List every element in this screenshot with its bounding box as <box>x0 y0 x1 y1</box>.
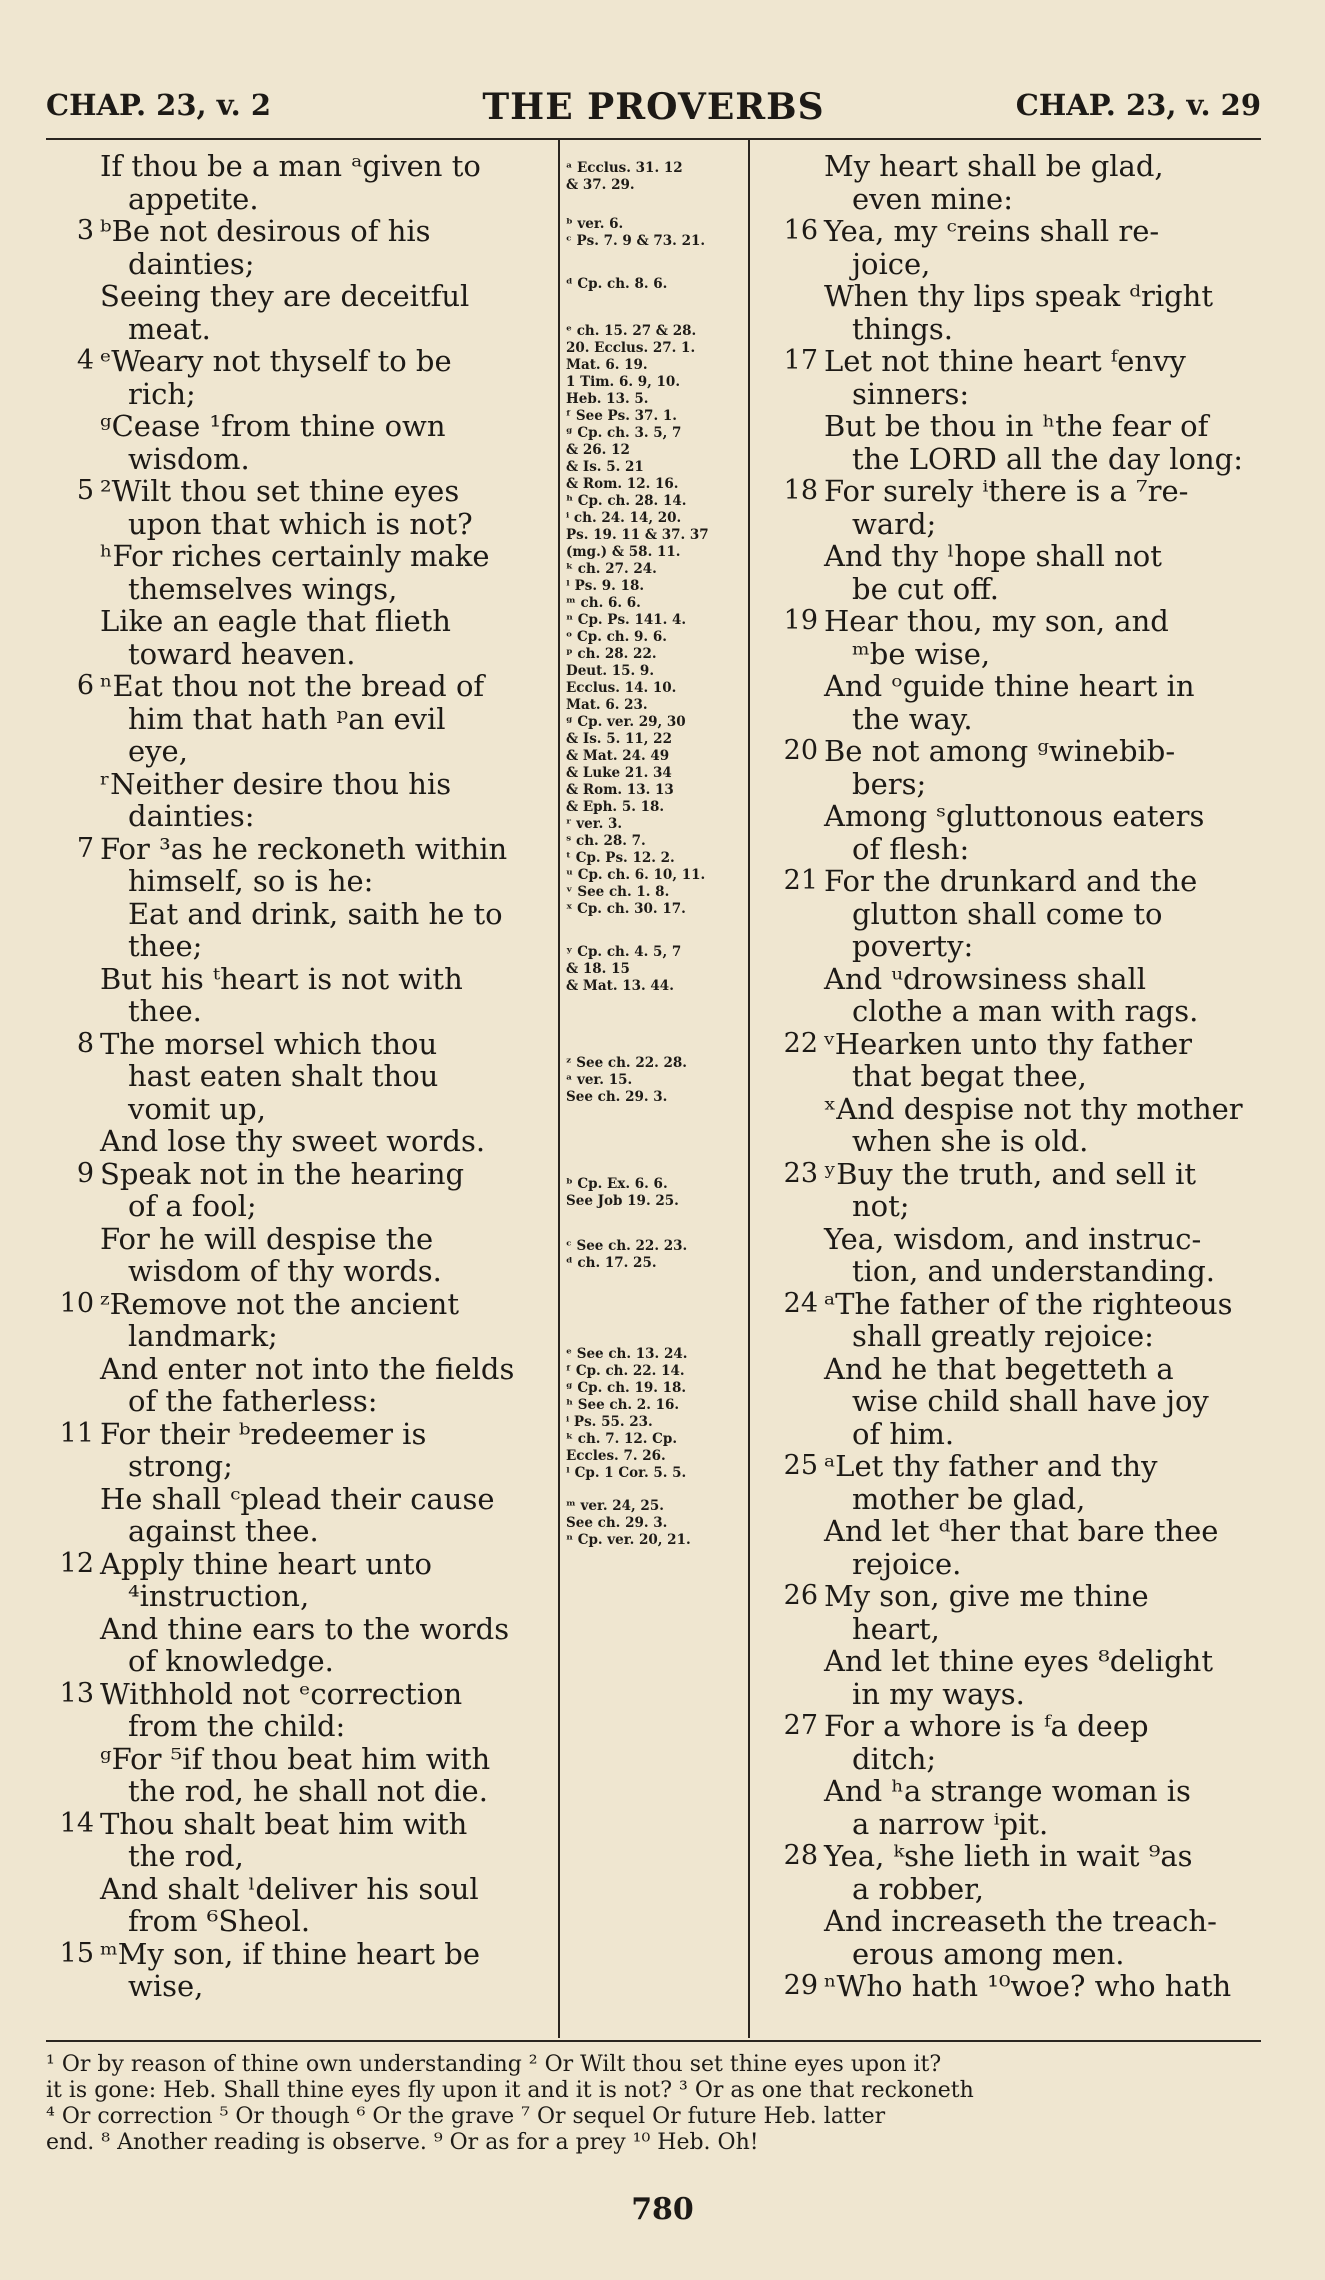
verse-line: ʰFor riches certainly make <box>100 539 490 573</box>
verse-line: ⁿWho hath ¹⁰woe? who hath <box>824 1969 1232 2003</box>
header-book-title: THE PROVERBS <box>482 86 825 128</box>
reference-line: Ecclus. 14. 10. <box>566 680 677 696</box>
verse-line: ᵛHearken unto thy father <box>824 1026 1193 1061</box>
verse-line: themselves wings, <box>128 571 398 606</box>
verse-line: For he will despise the <box>100 1221 434 1256</box>
verse-number: 4 <box>76 345 94 376</box>
verse <box>46 1808 551 1938</box>
verse-line: of flesh: <box>852 831 970 866</box>
verse-line: ᵍFor ⁵if thou beat him with <box>100 1741 491 1776</box>
verse-text <box>824 865 1262 1028</box>
verse-number: 20 <box>783 735 818 766</box>
reference-group <box>566 276 744 293</box>
verse <box>770 1158 1262 1288</box>
verse-line: ⁿEat thou not the bread of <box>100 669 485 703</box>
verse-number: 21 <box>783 865 818 896</box>
reference-line: ᵍ Cp. ch. 3. 5, 7 <box>566 425 682 441</box>
verse-number: 14 <box>59 1807 94 1839</box>
reference-line: ⁱ ch. 24. 14, 20. <box>566 510 682 526</box>
verse-line: For the drunkard and the <box>824 864 1198 898</box>
verse-line: ʸBuy the truth, and sell it <box>824 1156 1197 1191</box>
verse-line: of knowledge. <box>128 1644 334 1678</box>
verse <box>46 833 551 1028</box>
verse-line: ᵇBe not desirous of his <box>100 214 431 248</box>
verse-line: Thou shalt beat him with <box>100 1806 468 1841</box>
verse-text <box>100 215 551 345</box>
verse-text <box>824 345 1262 475</box>
verse-line: And thy ˡhope shall not <box>824 539 1162 573</box>
footnote-line: end. ⁸ Another reading is observe. ⁹ Or as for a prey ¹⁰ Heb. Oh! <box>46 2130 759 2155</box>
verse-line: ditch; <box>852 1741 937 1776</box>
header-chapter-right: CHAP. 23, v. 29 <box>1015 88 1261 122</box>
verse-line: And lose thy sweet words. <box>100 1124 486 1158</box>
verse-line: the rod, <box>128 1839 244 1873</box>
reference-group <box>566 1498 744 1549</box>
verse-line: of a fool; <box>128 1189 257 1223</box>
verse-line: wise child shall have joy <box>852 1384 1209 1418</box>
reference-line: & Mat. 13. 44. <box>566 978 674 994</box>
verse-line: And ᵒguide thine heart in <box>824 669 1195 703</box>
verse-line: Eat and drink, saith he to <box>128 896 503 931</box>
verse-line: things. <box>852 311 953 346</box>
verse-line: And let ᵈher that bare thee <box>824 1514 1219 1548</box>
verse <box>770 1840 1262 1970</box>
verse-text <box>100 1028 551 1158</box>
verse-line: from the child: <box>128 1709 346 1743</box>
verse-line: of the fatherless: <box>128 1384 378 1418</box>
verse-number: 12 <box>59 1547 94 1579</box>
reference-line: & Rom. 12. 16. <box>566 476 679 492</box>
verse <box>770 1580 1262 1710</box>
verse-line: And enter not into the fields <box>100 1351 515 1386</box>
footnotes <box>46 2052 1261 2156</box>
reference-line: ᵃ ver. 15. <box>566 1072 633 1088</box>
verse-line: Seeing they are deceitful <box>100 279 470 313</box>
reference-line: Deut. 15. 9. <box>566 663 655 679</box>
reference-line: & Rom. 13. 13 <box>566 782 674 798</box>
verse <box>770 150 1262 215</box>
verse-line: He shall ᶜplead their cause <box>100 1481 495 1516</box>
verse-text <box>824 605 1262 735</box>
verse-line: ᵉWeary not thyself to be <box>100 344 452 378</box>
verse-text <box>824 1288 1262 1451</box>
verse-text <box>100 345 551 475</box>
verse-line: And ʰa strange woman is <box>824 1774 1191 1808</box>
verse-line: sinners: <box>852 376 970 411</box>
verse <box>770 475 1262 605</box>
reference-line: (mg.) & 58. 11. <box>566 544 681 560</box>
verse-text <box>824 1450 1262 1580</box>
reference-line: ᵐ ch. 6. 6. <box>566 595 641 611</box>
verse <box>770 1970 1262 2003</box>
verse-number: 11 <box>59 1417 94 1449</box>
reference-line: ᵘ Cp. ch. 6. 10, 11. <box>566 867 706 883</box>
verse-text <box>824 1710 1262 1840</box>
verse-number: 22 <box>783 1027 818 1059</box>
verse-line: a robber, <box>852 1871 985 1906</box>
reference-line: ⁿ Cp. Ps. 141. 4. <box>566 612 687 628</box>
reference-group <box>566 323 744 918</box>
verse-text <box>824 1580 1262 1710</box>
verse-number: 18 <box>783 475 818 506</box>
verse-number: 26 <box>783 1580 818 1611</box>
reference-line: Heb. 13. 5. <box>566 391 649 407</box>
reference-line: ᵈ ch. 17. 25. <box>566 1255 657 1271</box>
verse-line: appetite. <box>128 181 259 216</box>
reference-line: ᶜ See ch. 22. 23. <box>566 1238 688 1254</box>
reference-line: ᵉ ch. 15. 27 & 28. <box>566 323 697 339</box>
verse-line: wise, <box>128 1969 204 2003</box>
reference-line: ᵍ Cp. ch. 19. 18. <box>566 1380 687 1396</box>
verse-line: vomit up, <box>128 1091 266 1126</box>
footnote-line: ¹ Or by reason of thine own understanding ² Or Wilt thou set thine eyes upon it? <box>46 2052 942 2077</box>
reference-group <box>566 216 744 250</box>
verse-number: 16 <box>783 215 818 246</box>
verse-line: of him. <box>852 1416 955 1451</box>
reference-line: ᶻ See ch. 22. 28. <box>566 1055 687 1071</box>
reference-line: ᵐ ver. 24, 25. <box>566 1498 664 1514</box>
reference-line: ʰ Cp. ch. 28. 14. <box>566 493 687 509</box>
verse-number: 13 <box>59 1677 94 1709</box>
reference-line: & Mat. 24. 49 <box>566 748 670 764</box>
verse-line: For a whore is ᶠa deep <box>824 1709 1149 1743</box>
reference-line: ᵏ ch. 27. 24. <box>566 561 657 577</box>
verse-line: tion, and understanding. <box>852 1254 1215 1288</box>
verse-line: My heart shall be glad, <box>824 149 1164 183</box>
reference-line: ʸ Cp. ch. 4. 5, 7 <box>566 944 682 960</box>
verse-line: dainties: <box>128 799 255 833</box>
reference-group <box>566 160 744 194</box>
reference-line: ˡ Ps. 9. 18. <box>566 578 645 594</box>
reference-group <box>566 1238 744 1272</box>
verse-line: glutton shall come to <box>852 896 1163 931</box>
verse <box>770 1288 1262 1451</box>
verse-text <box>100 150 551 215</box>
verse <box>46 215 551 345</box>
verse-number: 7 <box>76 832 94 864</box>
verse-line: strong; <box>128 1449 233 1483</box>
verse-number: 24 <box>783 1287 818 1319</box>
footnote-rule <box>46 2040 1261 2042</box>
verse-text <box>824 1028 1262 1158</box>
reference-line: ᵍ Cp. ver. 29, 30 <box>566 714 686 730</box>
verse-line: himself, so is he: <box>128 864 374 898</box>
verse-line: clothe a man with rags. <box>852 994 1199 1028</box>
verse <box>770 865 1262 1028</box>
reference-line: ᵈ Cp. ch. 8. 6. <box>566 276 668 292</box>
reference-line: ᵛ See ch. 1. 8. <box>566 884 670 900</box>
verse <box>46 1158 551 1288</box>
verse-number: 29 <box>783 1970 818 2001</box>
reference-line: ᵖ ch. 28. 22. <box>566 646 657 662</box>
verse-line: landmark; <box>128 1319 278 1353</box>
verse-line: Yea, ᵏshe lieth in wait ⁹as <box>824 1839 1193 1873</box>
verse-line: Be not among ᵍwinebib- <box>824 734 1176 768</box>
verse-text <box>100 1678 551 1808</box>
verse-line: hast eaten shalt thou <box>128 1059 439 1093</box>
verse-line: shall greatly rejoice: <box>852 1319 1154 1353</box>
verse-line: But be thou in ʰthe fear of <box>824 409 1209 443</box>
verse-line: against thee. <box>128 1514 319 1548</box>
reference-line: ᵗ Cp. Ps. 12. 2. <box>566 850 675 866</box>
reference-line: ˣ Cp. ch. 30. 17. <box>566 901 686 917</box>
verse-text <box>824 1970 1262 2003</box>
verse-line: dainties; <box>128 246 255 281</box>
verse-line: Yea, my ᶜreins shall re- <box>824 214 1160 248</box>
verse <box>46 1678 551 1808</box>
reference-line: 1 Tim. 6. 9, 10. <box>566 374 681 390</box>
verse <box>770 215 1262 345</box>
reference-line: Eccles. 7. 26. <box>566 1448 666 1464</box>
verse <box>46 345 551 475</box>
verse <box>46 475 551 670</box>
right-text-column <box>770 150 1262 2003</box>
verse-line: wisdom. <box>128 441 250 476</box>
verse-text <box>100 475 551 670</box>
verse-line: upon that which is not? <box>128 506 473 541</box>
verse <box>46 1288 551 1418</box>
reference-line: ᵒ Cp. ch. 9. 6. <box>566 629 667 645</box>
verse-number: 10 <box>59 1287 94 1319</box>
reference-line: & 37. 29. <box>566 177 635 193</box>
reference-group <box>566 1176 744 1210</box>
verse-line: that begat thee, <box>852 1059 1087 1093</box>
verse-number: 15 <box>59 1937 94 1969</box>
verse-line: And ᵘdrowsiness shall <box>824 961 1147 996</box>
verse <box>46 1548 551 1678</box>
reference-line: See ch. 29. 3. <box>566 1089 668 1105</box>
verse-line: heart, <box>852 1611 940 1646</box>
verse-line: ᶻRemove not the ancient <box>100 1286 460 1321</box>
verse-line: And increaseth the treach- <box>824 1904 1217 1938</box>
left-text-column <box>46 150 551 2003</box>
verse-line: Hear thou, my son, and <box>824 604 1169 638</box>
reference-line: ᵇ Cp. Ex. 6. 6. <box>566 1176 668 1192</box>
verse-line: meat. <box>128 311 211 346</box>
verse-number: 25 <box>783 1450 818 1481</box>
page-number: 780 <box>631 2192 694 2227</box>
verse-number: 28 <box>783 1840 818 1871</box>
reference-line: & 26. 12 <box>566 442 630 458</box>
verse-text <box>824 150 1262 215</box>
verse <box>770 605 1262 735</box>
verse-line: toward heaven. <box>128 636 356 671</box>
verse-number: 23 <box>783 1157 818 1189</box>
reference-line: ᵃ Ecclus. 31. 12 <box>566 160 683 176</box>
verse-number: 5 <box>76 475 94 506</box>
verse-line: Among ˢgluttonous eaters <box>824 799 1205 833</box>
verse <box>46 1938 551 2003</box>
reference-line: ᶠ Cp. ch. 22. 14. <box>566 1363 685 1379</box>
reference-line: & Is. 5. 21 <box>566 459 644 475</box>
footnote-line: ⁴ Or correction ⁵ Or though ⁶ Or the grave ⁷ Or sequel Or future Heb. latter <box>46 2104 886 2129</box>
verse-text <box>824 215 1262 345</box>
verse-line: Apply thine heart unto <box>100 1546 432 1581</box>
verse-text <box>100 1288 551 1418</box>
reference-line: Ps. 19. 11 & 37. 37 <box>566 527 709 543</box>
verse-text <box>100 1808 551 1938</box>
verse-text <box>824 1158 1262 1288</box>
verse-line: When thy lips speak ᵈright <box>824 279 1214 313</box>
verse-number: 3 <box>76 215 94 246</box>
header-rule <box>46 138 1261 140</box>
reference-line: ᶜ Ps. 7. 9 & 73. 21. <box>566 233 706 249</box>
verse <box>770 1710 1262 1840</box>
verse <box>46 1418 551 1548</box>
verse-line: ʳNeither desire thou his <box>100 766 452 801</box>
verse-line: the LORD all the day long: <box>852 441 1244 476</box>
verse <box>770 735 1262 865</box>
verse-text <box>100 1158 551 1288</box>
verse-line: joice, <box>852 246 931 281</box>
cross-reference-column <box>566 160 744 1565</box>
verse-line: ward; <box>852 506 937 541</box>
verse-line: the rod, he shall not die. <box>128 1774 488 1808</box>
verse-line: rejoice. <box>852 1546 962 1581</box>
running-header <box>46 88 1261 138</box>
verse-line: But his ᵗheart is not with <box>100 961 463 996</box>
verse-line: erous among men. <box>852 1936 1125 1971</box>
verse <box>46 150 551 215</box>
verse-line: ᵃLet thy father and thy <box>824 1449 1158 1483</box>
verse-line: the way. <box>852 701 973 736</box>
verse-line: ᵍCease ¹from thine own <box>100 409 446 443</box>
verse-line: eye, <box>128 734 188 768</box>
verse-line: ᵐMy son, if thine heart be <box>100 1936 481 1971</box>
verse-text <box>100 1938 551 2003</box>
verse-line: be cut off. <box>852 571 999 606</box>
verse-line: Let not thine heart ᶠenvy <box>824 344 1186 378</box>
verse-line: ˣAnd despise not thy mother <box>824 1091 1243 1126</box>
reference-line: & Luke 21. 34 <box>566 765 672 781</box>
verse-text <box>100 833 551 1028</box>
verse-line: in my ways. <box>852 1676 1025 1711</box>
verse-line: ᵃThe father of the righteous <box>824 1286 1233 1321</box>
reference-line: ᶠ See Ps. 37. 1. <box>566 408 677 424</box>
verse-line: Speak not in the hearing <box>100 1156 465 1191</box>
verse-line: rich; <box>128 376 196 411</box>
reference-line: & 18. 15 <box>566 961 630 977</box>
reference-line: ʳ ver. 3. <box>566 816 623 832</box>
reference-line: See ch. 29. 3. <box>566 1515 668 1531</box>
reference-group <box>566 944 744 995</box>
verse-line: him that hath ᵖan evil <box>128 701 446 736</box>
verse-line: For surely ⁱthere is a ⁷re- <box>824 474 1189 508</box>
verse-line: thee; <box>128 929 203 963</box>
verse <box>770 1450 1262 1580</box>
verse-line: ²Wilt thou set thine eyes <box>100 474 460 508</box>
verse <box>770 1028 1262 1158</box>
verse-line: ⁴instruction, <box>128 1579 310 1613</box>
reference-line: ˢ ch. 28. 7. <box>566 833 646 849</box>
column-divider-right <box>748 140 750 2038</box>
verse-number: 19 <box>783 605 818 636</box>
verse-text <box>100 1418 551 1548</box>
reference-line: ᵏ ch. 7. 12. Cp. <box>566 1431 678 1447</box>
verse-line: For their ᵇredeemer is <box>100 1416 427 1451</box>
verse-line: a narrow ⁱpit. <box>852 1806 1049 1841</box>
verse-line: And let thine eyes ⁸delight <box>824 1644 1213 1678</box>
verse-line: For ³as he reckoneth within <box>100 831 508 866</box>
verse <box>46 1028 551 1158</box>
verse-line: even mine: <box>852 181 1013 216</box>
verse-line: My son, give me thine <box>824 1579 1149 1613</box>
verse-text <box>824 735 1262 865</box>
reference-line: 20. Ecclus. 27. 1. <box>566 340 696 356</box>
reference-line: ⁱ Ps. 55. 23. <box>566 1414 653 1430</box>
reference-line: Mat. 6. 23. <box>566 697 648 713</box>
reference-line: ᵇ ver. 6. <box>566 216 624 232</box>
reference-line: & Is. 5. 11, 22 <box>566 731 672 747</box>
verse-text <box>100 670 551 833</box>
verse-line: Withhold not ᵉcorrection <box>100 1676 463 1711</box>
verse <box>770 345 1262 475</box>
verse-line: ᵐbe wise, <box>852 636 991 671</box>
reference-line: ˡ Cp. 1 Cor. 5. 5. <box>566 1465 687 1481</box>
reference-line: See Job 19. 25. <box>566 1193 679 1209</box>
footnote-line: it is gone: Heb. Shall thine eyes fly upon it and it is not? ³ Or as one that reckoneth <box>46 2078 974 2103</box>
verse-line: from ⁶Sheol. <box>128 1904 311 1938</box>
verse-line: poverty: <box>852 929 974 963</box>
verse-number: 9 <box>76 1157 94 1189</box>
verse-text <box>824 1840 1262 1970</box>
verse-line: wisdom of thy words. <box>128 1254 442 1288</box>
verse-line: If thou be a man ᵃgiven to <box>100 149 481 183</box>
verse-line: mother be glad, <box>852 1481 1086 1516</box>
verse-line: thee. <box>128 994 202 1028</box>
verse-number: 17 <box>783 345 818 376</box>
reference-group <box>566 1346 744 1482</box>
verse-line: Like an eagle that flieth <box>100 604 451 638</box>
verse-text <box>824 475 1262 605</box>
verse-line: The morsel which thou <box>100 1026 438 1061</box>
verse-line: And thine ears to the words <box>100 1611 510 1646</box>
reference-line: ⁿ Cp. ver. 20, 21. <box>566 1532 691 1548</box>
reference-line: ʰ See ch. 2. 16. <box>566 1397 680 1413</box>
column-divider-left <box>558 140 560 2038</box>
reference-line: Mat. 6. 19. <box>566 357 648 373</box>
verse-line: Yea, wisdom, and instruc- <box>824 1221 1202 1256</box>
header-chapter-left: CHAP. 23, v. 2 <box>46 88 272 122</box>
reference-group <box>566 1055 744 1106</box>
reference-line: ᵉ See ch. 13. 24. <box>566 1346 688 1362</box>
verse-line: bers; <box>852 766 927 801</box>
verse-number: 8 <box>76 1027 94 1059</box>
verse-line: And shalt ˡdeliver his soul <box>100 1871 479 1906</box>
reference-line: & Eph. 5. 18. <box>566 799 665 815</box>
verse-line: when she is old. <box>852 1124 1089 1158</box>
verse-text <box>100 1548 551 1678</box>
verse-number: 27 <box>783 1710 818 1741</box>
verse-line: And he that begetteth a <box>824 1351 1174 1386</box>
verse-number: 6 <box>76 670 94 701</box>
verse <box>46 670 551 833</box>
verse-line: not; <box>852 1189 910 1223</box>
